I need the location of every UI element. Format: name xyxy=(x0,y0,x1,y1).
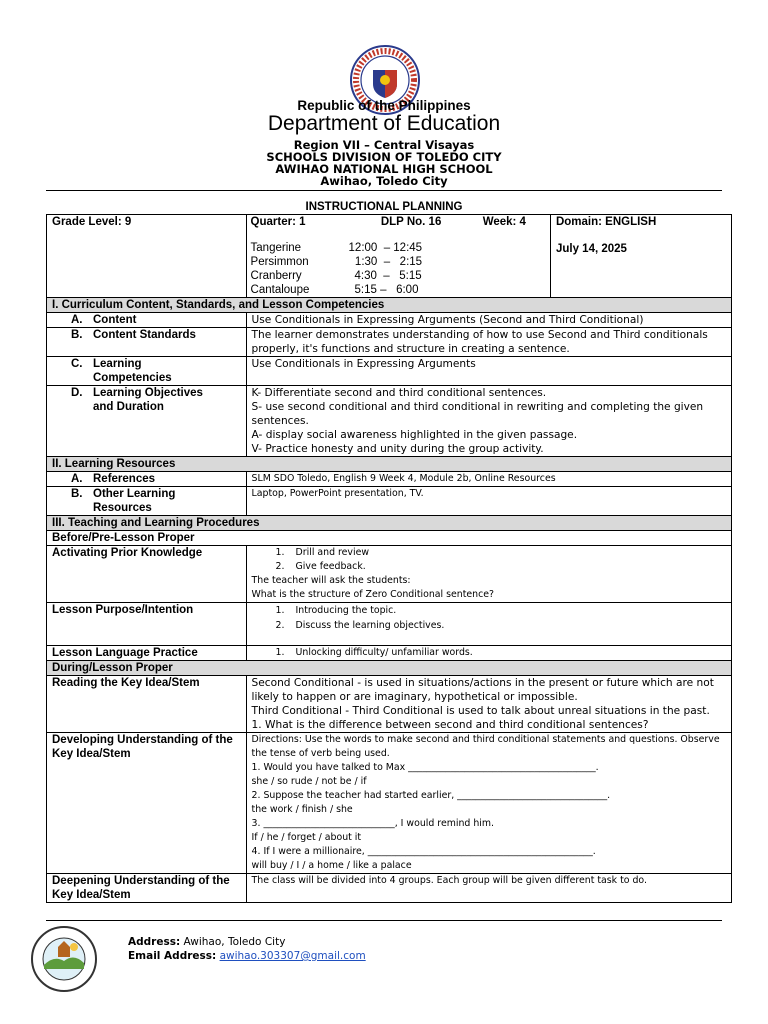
content-label: Content xyxy=(93,314,137,326)
prior-knowledge-row: Activating Prior Knowledge 1. Drill and review 2. Give feedback. The teacher will ask the students: What is the structure of Zero Conditional sentence? xyxy=(47,546,732,603)
purpose-label: Lesson Purpose/Intention xyxy=(47,603,247,646)
domain-label: Domain: ENGLISH xyxy=(555,216,657,228)
department-heading: Department of Education xyxy=(267,112,501,135)
objectives-value: K- Differentiate second and third conditional sentences. S- use second conditional and third conditional in rewriting and completing the given sentences. A- display social awareness highlighted in the given passage. V- Practice honesty and unity during the group activity. xyxy=(246,386,731,457)
list-item: Introducing the topic. xyxy=(295,605,397,616)
week-label: Week: 4 xyxy=(482,216,526,228)
list-item: Unlocking difficulty/ unfamiliar words. xyxy=(295,647,473,658)
other-resources-row: B. Other Learning Resources Laptop, PowerPoint presentation, TV. xyxy=(47,487,732,516)
lesson-plan-table xyxy=(46,214,732,903)
republic-heading: Republic of the Philippines xyxy=(297,98,471,113)
content-standards-row: B. Content Standards The learner demonstrates understanding of how to use Second and Third conditionals properly, it's functions and structure in creating a sentence. xyxy=(47,328,732,357)
objectives-label: Learning Objectives xyxy=(93,387,203,399)
deepening-row xyxy=(47,874,732,903)
school-seal-logo xyxy=(30,925,98,993)
list-item: Drill and review xyxy=(295,547,370,558)
reading-row: Reading the Key Idea/Stem Second Conditional - is used in situations/actions in the present or future which are not likely to happen or are imaginary, hypothetical or impossible. Third Conditional - Third Conditional is used to talk about unreal situations in the past. 1. What is the difference between second and third conditional sentences? xyxy=(47,676,732,733)
section-resources-title: II. Learning Resources xyxy=(47,457,732,472)
address-label: Address: xyxy=(128,936,181,948)
schedule-row: Cranberry 4:30 – 5:15 xyxy=(250,270,422,282)
references-value: SLM SDO Toledo, English 9 Week 4, Module 2b, Online Resources xyxy=(246,472,731,487)
section-procedures-title: III. Teaching and Learning Procedures xyxy=(47,516,732,531)
language-practice-label: Lesson Language Practice xyxy=(47,646,247,661)
references-label: References xyxy=(93,473,156,485)
list-item: Give feedback. xyxy=(295,561,366,572)
deepening-label: Deepening Understanding of the Key Idea/Stem xyxy=(47,874,247,903)
content-value: Use Conditionals in Expressing Arguments (Second and Third Conditional) xyxy=(246,313,731,328)
section-curriculum-title: I. Curriculum Content, Standards, and Lesson Competencies xyxy=(47,298,732,313)
school-heading: AWIHAO NATIONAL HIGH SCHOOL xyxy=(275,162,493,176)
dlp-label: DLP No. 16 xyxy=(380,216,442,228)
prior-knowledge-label: Activating Prior Knowledge xyxy=(47,546,247,603)
info-row xyxy=(47,215,732,298)
class-schedule xyxy=(251,241,546,297)
content-standards-label: Content Standards xyxy=(93,329,196,341)
reading-label: Reading the Key Idea/Stem xyxy=(47,676,247,733)
location-heading: Awihao, Toledo City xyxy=(320,174,448,188)
plan-title: INSTRUCTIONAL PLANNING xyxy=(305,201,463,213)
content-standards-value: The learner demonstrates understanding of how to use Second and Third conditionals properly, it's functions and structure in creating a sentence. xyxy=(246,328,731,357)
footer-contact xyxy=(128,935,366,963)
purpose-row: Lesson Purpose/Intention 1. Introducing the topic. 2. Discuss the learning objectives. xyxy=(47,603,732,646)
developing-label: Developing Understanding of the Key Idea/Stem xyxy=(47,733,247,874)
deepening-value: The class will be divided into 4 groups. Each group will be given different task to do. xyxy=(246,874,731,903)
address-value: Awihao, Toledo City xyxy=(183,936,286,948)
quarter-label: Quarter: 1 xyxy=(250,216,306,228)
language-practice-row: Lesson Language Practice 1. Unlocking difficulty/ unfamiliar words. xyxy=(47,646,732,661)
schedule-row: Tangerine 12:00 – 12:45 xyxy=(250,242,423,254)
schedule-row: Cantaloupe 5:15 – 6:00 xyxy=(250,284,419,296)
grade-level-cell: Grade Level: 9 xyxy=(47,215,247,298)
email-link[interactable]: awihao.303307@gmail.com xyxy=(219,950,366,962)
email-label: Email Address: xyxy=(128,950,217,962)
other-resources-value: Laptop, PowerPoint presentation, TV. xyxy=(246,487,731,516)
references-row: A. References SLM SDO Toledo, English 9 Week 4, Module 2b, Online Resources xyxy=(47,472,732,487)
footer-divider xyxy=(46,920,722,921)
list-item: Discuss the learning objectives. xyxy=(295,620,445,631)
competencies-row: C. Learning Competencies Use Conditionals in Expressing Arguments xyxy=(47,357,732,386)
during-lesson-heading: During/Lesson Proper xyxy=(47,661,732,676)
objectives-row: D. Learning Objectives and Duration K- Differentiate second and third conditional sentences. S- use second conditional and third conditional in rewriting and completing the given sentences. A- display social awareness highlighted in the given passage. V- Practice honesty and unity during the group activity. xyxy=(47,386,732,457)
header-divider xyxy=(46,190,722,191)
schedule-row: Persimmon 1:30 – 2:15 xyxy=(250,256,423,268)
content-row: A. Content Use Conditionals in Expressing Arguments (Second and Third Conditional) xyxy=(47,313,732,328)
date-label: July 14, 2025 xyxy=(555,243,627,255)
competencies-value: Use Conditionals in Expressing Arguments xyxy=(246,357,731,386)
before-lesson-heading: Before/Pre-Lesson Proper xyxy=(47,531,732,546)
competencies-label: Learning xyxy=(93,358,142,370)
other-resources-label: Other Learning xyxy=(93,488,176,500)
region-heading: Region VII – Central Visayas xyxy=(293,138,475,152)
developing-row: Developing Understanding of the Key Idea/Stem Directions: Use the words to make second and third conditional statements and questions. Observe the tense of verb being used. 1. Would you have talked to Max ________________________________________. she / so rude / not be / if 2. Suppose the teacher had started earlier, ________________________________. the work / finish / she 3. ____________________________, I would remind him. If / he / forget / about it 4. If I were a millionaire, ________________________________________________. will buy / I / a home / like a palace xyxy=(47,733,732,874)
division-heading: SCHOOLS DIVISION OF TOLEDO CITY xyxy=(266,150,502,164)
